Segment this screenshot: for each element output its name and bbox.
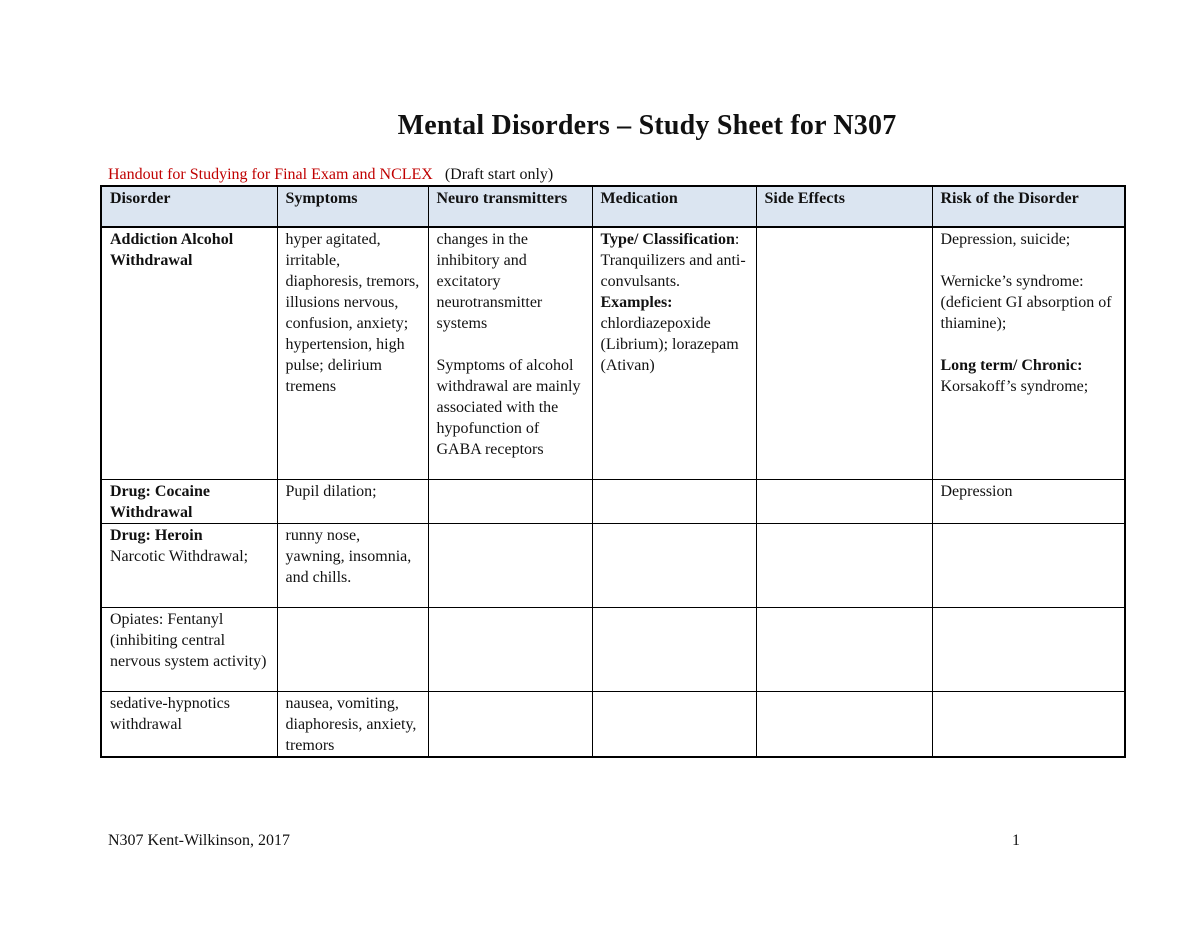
medication-cell — [592, 691, 756, 757]
symptoms-cell: runny nose, yawning, insomnia, and chills. — [277, 523, 428, 607]
header-medication: Medication — [592, 186, 756, 227]
header-disorder: Disorder — [101, 186, 277, 227]
side-effects-cell — [756, 607, 932, 691]
page-number: 1 — [1012, 832, 1020, 849]
symptoms-cell: hyper agitated, irritable, diaphoresis, tremors, illusions nervous, confusion, anxiety; hypertension, high pulse; delirium tremens — [277, 227, 428, 479]
header-neurotransmitters: Neuro transmitters — [428, 186, 592, 227]
risk-cell — [932, 523, 1125, 607]
subtitle — [108, 166, 553, 184]
medication-type-label: Type/ Classification — [600, 231, 735, 248]
medication-cell — [592, 607, 756, 691]
header-risk: Risk of the Disorder — [932, 186, 1125, 227]
risk-text: Depression, suicide; — [940, 231, 1071, 248]
disorder-cell: Addiction Alcohol Withdrawal — [101, 227, 277, 479]
page-title: Mental Disorders – Study Sheet for N307 — [397, 110, 897, 141]
disorder-cell: sedative-hypnotics withdrawal — [101, 691, 277, 757]
neurotransmitters-cell — [428, 691, 592, 757]
medication-examples-label: Examples: — [600, 294, 673, 311]
table-row — [101, 691, 1125, 757]
risk-text: Wernicke’s syndrome: (deficient GI absorption of thiamine); — [940, 273, 1112, 332]
risk-cell — [932, 691, 1125, 757]
medication-cell — [592, 479, 756, 523]
subtitle-draft: (Draft start only) — [444, 166, 554, 183]
symptoms-cell — [277, 607, 428, 691]
symptoms-cell: Pupil dilation; — [277, 479, 428, 523]
footer-citation: N307 Kent-Wilkinson, 2017 — [108, 832, 291, 849]
table-header-row — [101, 186, 1125, 227]
risk-cell — [932, 607, 1125, 691]
side-effects-cell — [756, 523, 932, 607]
medication-examples-value: chlordiazepoxide (Librium); lorazepam (Ativan) — [600, 315, 739, 374]
table-row — [101, 479, 1125, 523]
disorder-detail: Narcotic Withdrawal; — [110, 547, 249, 565]
header-side-effects: Side Effects — [756, 186, 932, 227]
neurotransmitters-cell — [428, 523, 592, 607]
risk-longterm-label: Long term/ Chronic: — [940, 357, 1083, 374]
side-effects-cell — [756, 227, 932, 479]
table-row — [101, 523, 1125, 607]
header-symptoms: Symptoms — [277, 186, 428, 227]
disorder-cell: Opiates: Fentanyl (inhibiting central nervous system activity) — [101, 607, 277, 691]
subtitle-handout: Handout for Studying for Final Exam and NCLEX — [108, 166, 433, 183]
risk-cell — [932, 227, 1125, 479]
risk-cell: Depression — [932, 479, 1125, 523]
symptoms-cell: nausea, vomiting, diaphoresis, anxiety, tremors — [277, 691, 428, 757]
neuro-text: changes in the inhibitory and excitatory neurotransmitter systems — [436, 231, 543, 332]
side-effects-cell — [756, 479, 932, 523]
table-row — [101, 607, 1125, 691]
medication-cell: Type/ Classification: Tranquilizers and anti-convulsants. Examples: chlordiazepoxide (Librium); lorazepam (Ativan) — [592, 227, 756, 479]
medication-cell — [592, 523, 756, 607]
table-row — [101, 227, 1125, 479]
neuro-text: Symptoms of alcohol withdrawal are mainly associated with the hypofunction of GABA receptors — [436, 357, 581, 458]
disorder-cell — [101, 523, 277, 607]
risk-longterm-value: Korsakoff’s syndrome; — [940, 378, 1089, 395]
neurotransmitters-cell — [428, 607, 592, 691]
disorder-name: Drug: Heroin — [110, 526, 203, 544]
medication-type-value: Tranquilizers and anti-convulsants. — [600, 252, 746, 290]
neurotransmitters-cell — [428, 479, 592, 523]
disorder-cell: Drug: Cocaine Withdrawal — [101, 479, 277, 523]
side-effects-cell — [756, 691, 932, 757]
neurotransmitters-cell — [428, 227, 592, 479]
study-table — [100, 185, 1126, 758]
